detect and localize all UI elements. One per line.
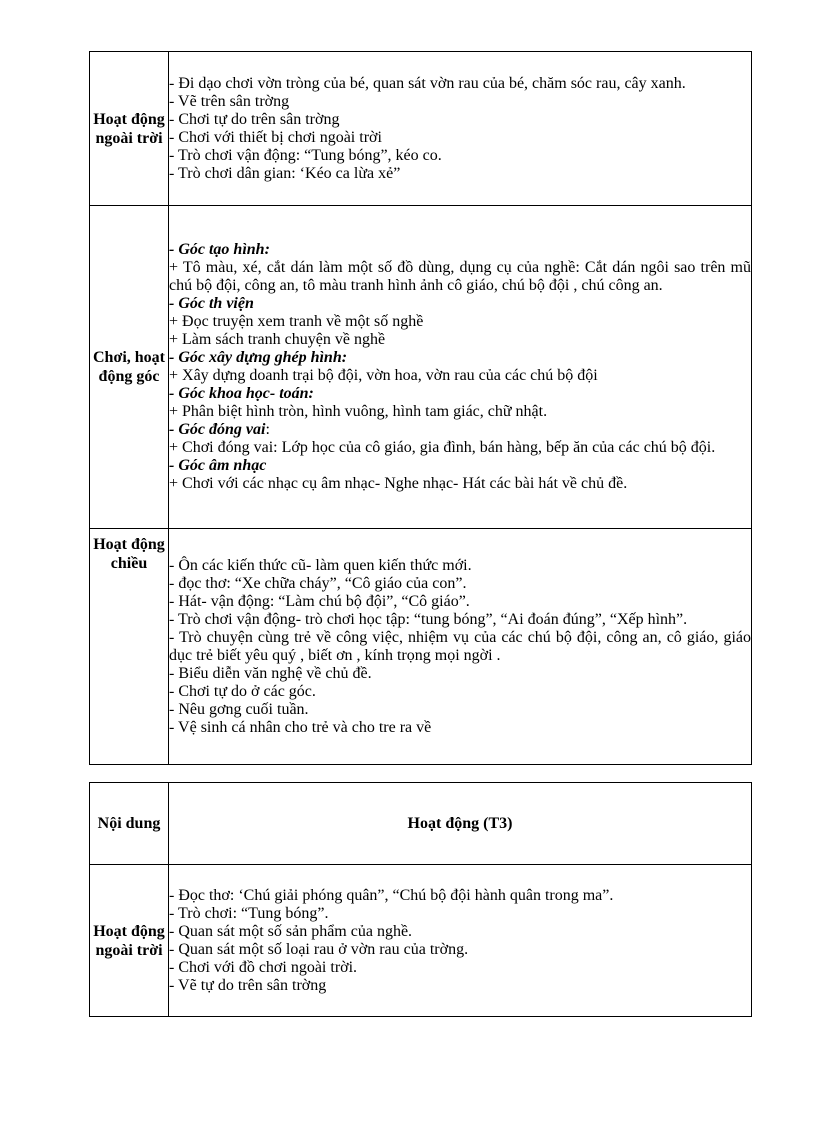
row-content-afternoon	[169, 529, 752, 765]
list-item: - đọc thơ: “Xe chữa cháy”, “Cô giáo của con”.	[169, 574, 467, 592]
section-heading: - Góc âm nhạc	[169, 457, 267, 474]
table-row	[90, 206, 752, 529]
section-heading: - Góc đóng vai:	[169, 421, 270, 438]
row-content-outdoor-t3	[169, 865, 752, 1017]
table-row	[90, 52, 752, 206]
list-item: - Trò chơi vận động- trò chơi học tập: “tung bóng”, “Ai đoán đúng”, “Xếp hình”.	[169, 610, 688, 628]
schedule-table-1	[89, 51, 752, 765]
header-label-content: Nội dung	[90, 783, 169, 865]
list-item: + Phân biệt hình tròn, hình vuông, hình tam giác, chữ nhật.	[169, 403, 548, 420]
list-item: - Chơi tự do ở các góc.	[169, 682, 316, 700]
list-item: - Nêu gơng cuối tuần.	[169, 700, 309, 718]
row-content-outdoor	[169, 52, 752, 206]
row-label-afternoon: Hoạt động chiều	[90, 529, 169, 765]
header-title-activity: Hoạt động (T3)	[169, 783, 752, 865]
list-item: - Vẽ tự do trên sân trờng	[169, 977, 327, 994]
row-label-outdoor-t3: Hoạt động ngoài trời	[90, 865, 169, 1017]
section-heading: - Góc tạo hình:	[169, 241, 270, 258]
list-item: - Trò chơi vận động: “Tung bóng”, kéo co.	[169, 146, 442, 164]
list-item: - Biểu diễn văn nghệ về chủ đề.	[169, 664, 372, 682]
row-content-corner-play	[169, 206, 752, 529]
section-heading: - Góc xây dựng ghép hình:	[169, 349, 348, 366]
list-item: - Chơi tự do trên sân trờng	[169, 110, 340, 128]
list-item: - Chơi với đồ chơi ngoài trời.	[169, 959, 358, 976]
list-item: - Quan sát một số loại rau ở vờn rau của trờng.	[169, 941, 469, 958]
list-item: + Xây dựng doanh trại bộ đội, vờn hoa, vờn rau của các chú bộ đội	[169, 367, 598, 384]
list-item: - Vệ sinh cá nhân cho trẻ và cho tre ra về	[169, 718, 432, 736]
list-item: - Đọc thơ: ‘Chú giải phóng quân”, “Chú bộ đội hành quân trong ma”.	[169, 887, 614, 904]
list-item: + Đọc truyện xem tranh về một số nghề	[169, 313, 424, 330]
list-item: - Đi dạo chơi vờn tròng của bé, quan sát vờn rau của bé, chăm sóc rau, cây xanh.	[169, 74, 686, 92]
table-header-row	[90, 783, 752, 865]
table-row	[90, 865, 752, 1017]
list-item: - Trò chơi dân gian: ‘Kéo ca lừa xẻ”	[169, 164, 401, 182]
list-item: - Chơi với thiết bị chơi ngoài trời	[169, 128, 382, 146]
list-item: - Ôn các kiến thức cũ- làm quen kiến thức mới.	[169, 556, 472, 574]
schedule-table-2	[89, 782, 752, 1017]
list-item: + Chơi đóng vai: Lớp học của cô giáo, gia đình, bán hàng, bếp ăn của các chú bộ đội.	[169, 439, 716, 456]
list-item: + Chơi với các nhạc cụ âm nhạc- Nghe nhạc- Hát các bài hát về chủ đề.	[169, 475, 628, 492]
list-item: + Làm sách tranh chuyện về nghề	[169, 331, 386, 348]
list-item: - Trò chơi: “Tung bóng”.	[169, 905, 329, 922]
list-item: + Tô màu, xé, cắt dán làm một số đồ dùng, dụng cụ của nghề: Cắt dán ngôi sao trên mũ chú bộ đội, công an, tô màu tranh hình ảnh cô giáo, chú bộ đội , chú công an.	[169, 259, 751, 294]
list-item: - Vẽ trên sân trờng	[169, 92, 290, 110]
section-heading: - Góc th viện	[169, 295, 254, 312]
list-item: - Trò chuyện cùng trẻ về công việc, nhiệm vụ của các chú bộ đội, công an, cô giáo, giáo dục trẻ biết yêu quý , biết ơn , kính trọng mọi ngời .	[169, 628, 751, 664]
row-label-corner-play: Chơi, hoạt động góc	[90, 206, 169, 529]
list-item: - Quan sát một số sản phẩm của nghề.	[169, 923, 413, 940]
row-label-outdoor: Hoạt động ngoài trời	[90, 52, 169, 206]
section-heading: - Góc khoa học- toán:	[169, 385, 314, 402]
table-row	[90, 529, 752, 765]
list-item: - Hát- vận động: “Làm chú bộ đội”, “Cô giáo”.	[169, 592, 470, 610]
